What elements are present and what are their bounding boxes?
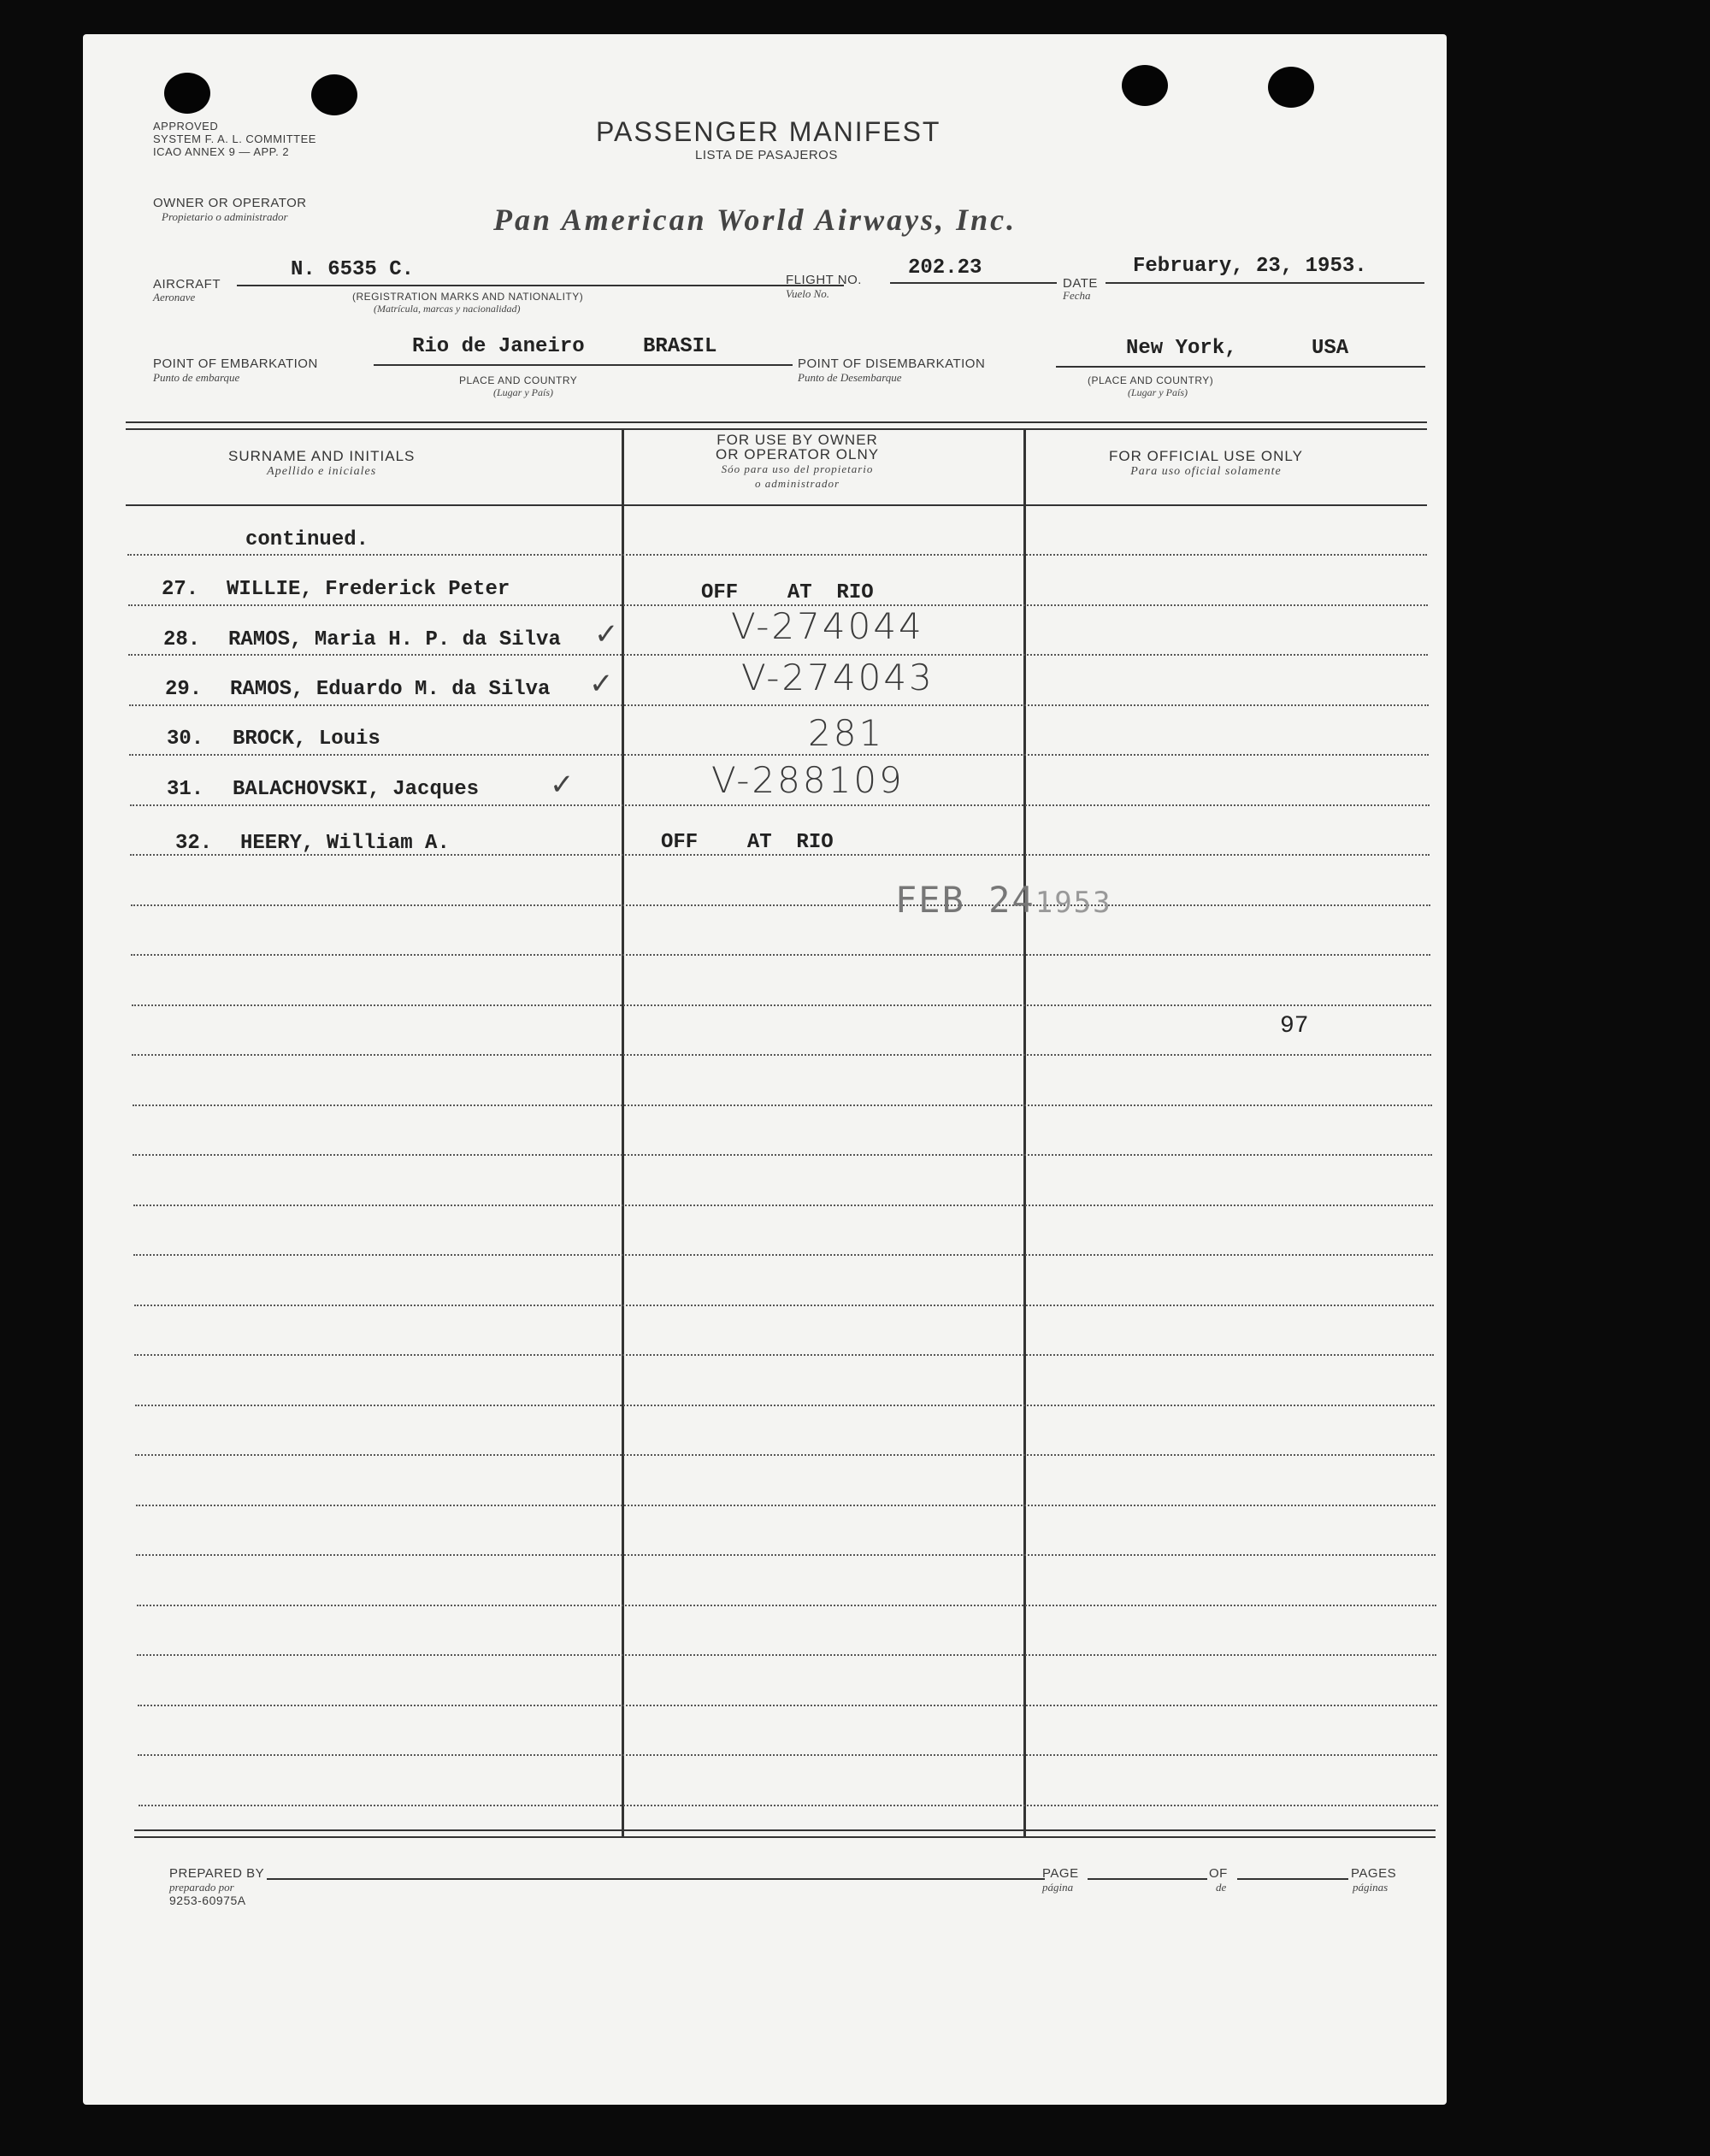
visa-number: V-274043 (741, 657, 935, 698)
column-header-owner: FOR USE BY OWNER OR OPERATOR OLNY Sóo para uso del propietario o administrador (716, 432, 880, 490)
form-title: PASSENGER MANIFEST (596, 116, 941, 147)
approval-block (153, 120, 316, 158)
ruled-line (127, 554, 1427, 556)
ruled-line (136, 1505, 1436, 1506)
approval-line: ICAO ANNEX 9 — APP. 2 (153, 145, 290, 158)
owner-label-es: Propietario o administrador (162, 210, 288, 223)
passenger-name: RAMOS, Maria H. P. da Silva (228, 628, 561, 651)
owner-label: OWNER OR OPERATOR (153, 196, 307, 210)
pages-label-es: páginas (1353, 1881, 1389, 1894)
flight-value: 202.23 (908, 256, 982, 280)
disembarkation-label-es: Punto de Desembarque (798, 371, 902, 384)
row-number: 29. (165, 678, 203, 701)
ruled-line (132, 1054, 1431, 1056)
ruled-line (136, 1554, 1436, 1556)
column-header-official: FOR OFFICIAL USE ONLY Para uso oficial solamente (1109, 448, 1303, 478)
passenger-name: BALACHOVSKI, Jacques (233, 778, 480, 801)
column-header-name: SURNAME AND INITIALS Apellido e iniciales (228, 448, 416, 478)
ruled-line (133, 1254, 1433, 1256)
row-number: 30. (167, 728, 204, 751)
prepared-by-label-es: preparado por (169, 1881, 234, 1894)
passenger-name: RAMOS, Eduardo M. da Silva (230, 678, 551, 701)
ruled-line (134, 1305, 1434, 1306)
page-label-es: página (1042, 1881, 1074, 1894)
ruled-line (139, 1805, 1438, 1806)
flight-label: FLIGHT NO. (786, 273, 862, 287)
visa-number: V-274044 (731, 605, 924, 647)
punch-hole (1122, 65, 1168, 106)
date-label: DATE (1063, 276, 1098, 291)
ruled-line (138, 1754, 1437, 1756)
date-value: February, 23, 1953. (1133, 255, 1367, 278)
ruled-line (137, 1654, 1436, 1656)
ruled-line (133, 1105, 1432, 1106)
passenger-name: BROCK, Louis (233, 728, 380, 751)
owner-use-value: OFF AT RIO (701, 581, 874, 604)
embarkation-note: PLACE AND COUNTRY (459, 374, 578, 386)
aircraft-value: N. 6535 C. (291, 258, 415, 281)
row-number: 28. (163, 628, 201, 651)
date-stamp (895, 879, 1112, 921)
ruled-line (128, 654, 1428, 656)
ruled-line (132, 1004, 1431, 1006)
embarkation-city: Rio de Janeiro (412, 335, 585, 358)
aircraft-note: (REGISTRATION MARKS AND NATIONALITY) (352, 291, 584, 303)
check-mark-icon: ✓ (589, 668, 614, 700)
approval-line: APPROVED (153, 120, 219, 133)
disembarkation-note-es: (Lugar y País) (1128, 386, 1188, 398)
official-note: 97 (1280, 1013, 1309, 1040)
table-top-rule (126, 421, 1427, 430)
visa-number: V-288109 (711, 759, 905, 801)
aircraft-label-es: Aeronave (153, 291, 196, 303)
ruled-line (135, 1454, 1435, 1456)
disembarkation-label: POINT OF DISEMBARKATION (798, 356, 986, 371)
embarkation-note-es: (Lugar y País) (493, 386, 553, 398)
row-number: 32. (175, 832, 213, 855)
ruled-line (129, 754, 1429, 756)
page-label: PAGE (1042, 1866, 1079, 1881)
date-label-es: Fecha (1063, 289, 1091, 302)
ruled-line (133, 1154, 1432, 1156)
row-number: 27. (162, 578, 199, 601)
approval-line: SYSTEM F. A. L. COMMITTEE (153, 133, 316, 145)
passenger-name: HEERY, William A. (240, 832, 450, 855)
column-divider (1023, 429, 1026, 1836)
stamp-month-day: FEB 24 (895, 879, 1035, 921)
manifest-sheet (83, 34, 1447, 2105)
disembarkation-city: New York, (1126, 337, 1237, 360)
ruled-line (137, 1605, 1436, 1606)
ruled-line (129, 704, 1429, 706)
pages-label: PAGES (1351, 1866, 1397, 1881)
visa-number: 281 (808, 712, 885, 754)
ruled-line (138, 1705, 1437, 1706)
punch-hole (164, 73, 210, 114)
company-name: Pan American World Airways, Inc. (493, 203, 1017, 237)
embarkation-label-es: Punto de embarque (153, 371, 240, 384)
punch-hole (1268, 67, 1314, 108)
ruled-line (134, 1354, 1434, 1356)
embarkation-label: POINT OF EMBARKATION (153, 356, 318, 371)
ruled-line (130, 804, 1430, 806)
disembarkation-note: (PLACE AND COUNTRY) (1088, 374, 1214, 386)
disembarkation-country: USA (1312, 337, 1349, 360)
table-bottom-rule (134, 1829, 1436, 1838)
ruled-line (133, 1205, 1433, 1206)
prepared-by-line (267, 1878, 1045, 1880)
continued-note: continued. (245, 528, 369, 551)
of-label-es: de (1216, 1881, 1227, 1894)
stamp-year: 1953 (1035, 886, 1112, 920)
of-label: OF (1209, 1866, 1228, 1881)
passenger-name: WILLIE, Frederick Peter (227, 578, 510, 601)
row-number: 31. (167, 778, 204, 801)
owner-use-value: OFF AT RIO (661, 831, 834, 854)
aircraft-label: AIRCRAFT (153, 277, 221, 292)
check-mark-icon: ✓ (550, 769, 575, 801)
ruled-line (135, 1405, 1435, 1406)
ruled-line (131, 904, 1430, 906)
form-number: 9253-60975A (169, 1894, 246, 1907)
form-subtitle: LISTA DE PASAJEROS (695, 148, 838, 162)
embarkation-country: BRASIL (643, 335, 717, 358)
prepared-by-label: PREPARED BY (169, 1866, 265, 1881)
flight-label-es: Vuelo No. (786, 287, 830, 300)
aircraft-note-es: (Matrícula, marcas y nacionalidad) (374, 303, 521, 315)
ruled-line (131, 954, 1430, 956)
punch-hole (311, 74, 357, 115)
check-mark-icon: ✓ (594, 618, 619, 651)
column-divider (622, 429, 624, 1836)
